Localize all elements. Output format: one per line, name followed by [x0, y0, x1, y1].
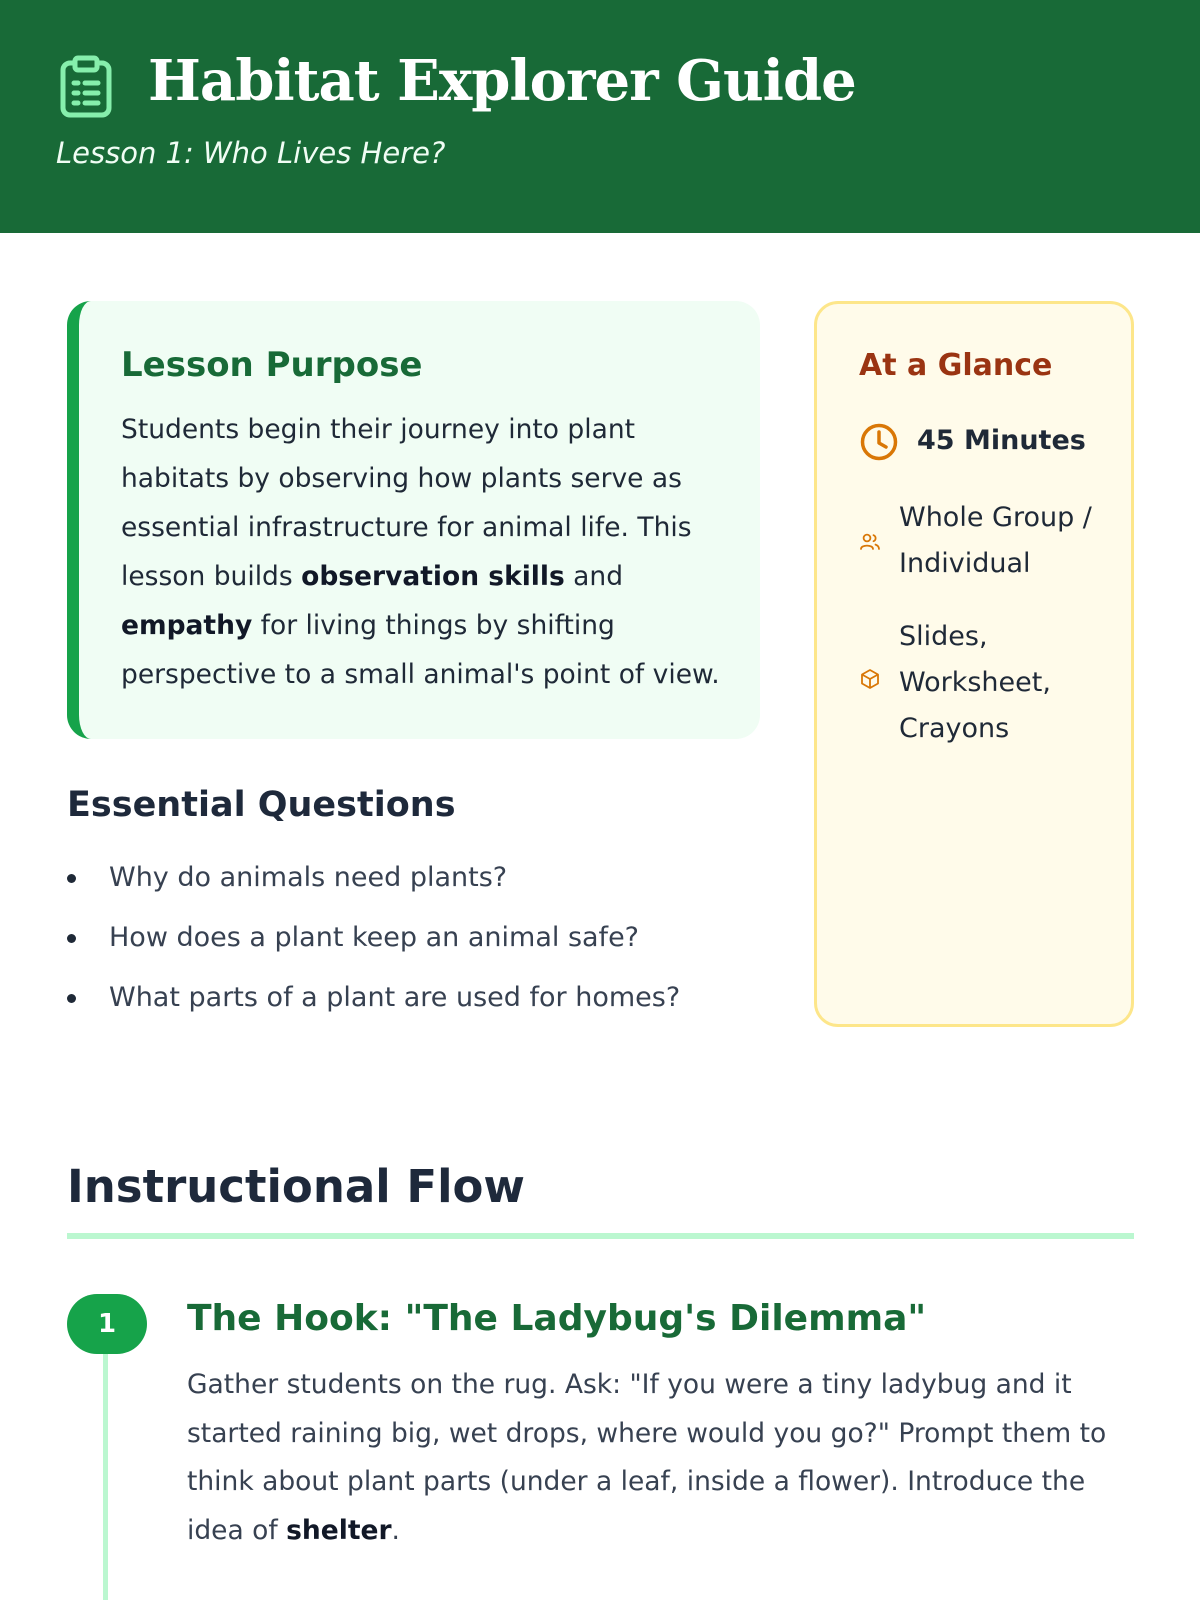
step-number-badge: 1: [67, 1294, 147, 1354]
timeline-line: [103, 1340, 108, 1600]
glance-materials-label: Slides, Worksheet, Crayons: [899, 621, 1051, 744]
purpose-text-segment: for living things by shifting perspective to a small animal's point of view.: [121, 610, 720, 690]
clipboard-list-icon: [58, 55, 114, 119]
users-icon: [859, 531, 881, 553]
at-a-glance-card: [814, 301, 1134, 1027]
list-item: [67, 980, 747, 1040]
clock-icon: [859, 422, 899, 462]
bullet-icon: [67, 994, 76, 1003]
page-title: Habitat Explorer Guide: [148, 48, 856, 114]
step-title: The Hook: "The Ladybug's Dilemma": [187, 1298, 927, 1339]
purpose-bold-empathy: empathy: [121, 610, 253, 641]
list-item: [67, 920, 747, 980]
instructional-flow-title: Instructional Flow: [67, 1160, 525, 1213]
bullet-icon: [67, 934, 76, 943]
question-text: How does a plant keep an animal safe?: [109, 922, 640, 953]
essential-questions-title: Essential Questions: [67, 785, 456, 825]
lesson-subtitle: Lesson 1: Who Lives Here?: [56, 136, 446, 170]
list-item: [67, 860, 747, 920]
purpose-text-segment: and: [564, 561, 624, 592]
glance-time-label: 45 Minutes: [917, 425, 1086, 456]
bullet-icon: [67, 874, 76, 883]
page-header: [0, 0, 1200, 233]
purpose-bold-observation: observation skills: [301, 561, 565, 592]
box-icon: [859, 668, 881, 690]
question-text: Why do animals need plants?: [109, 862, 508, 893]
glance-grouping-label: Whole Group / Individual: [899, 502, 1092, 579]
lesson-purpose-text: [121, 405, 721, 699]
lesson-purpose-card: [67, 301, 760, 739]
step-description: [187, 1361, 1147, 1555]
at-a-glance-title: At a Glance: [859, 348, 1053, 383]
section-divider: [67, 1233, 1134, 1239]
lesson-purpose-title: Lesson Purpose: [121, 345, 423, 385]
purpose-text-segment: Students begin their journey into plant habitats by observing how plants serve as essential infrastructure for animal life. This lesson builds: [121, 414, 692, 592]
step-bold-shelter: shelter: [286, 1514, 392, 1546]
step-text-segment: Gather students on the rug. Ask: "If you were a tiny ladybug and it started raining big, wet drops, where would you go?" Prompt them to think about plant parts (under a leaf, inside a flower). Introduce the idea of: [187, 1369, 1107, 1546]
essential-questions-list: [67, 860, 747, 1040]
question-text: What parts of a plant are used for homes?: [109, 982, 681, 1013]
step-text-segment: .: [391, 1514, 400, 1546]
